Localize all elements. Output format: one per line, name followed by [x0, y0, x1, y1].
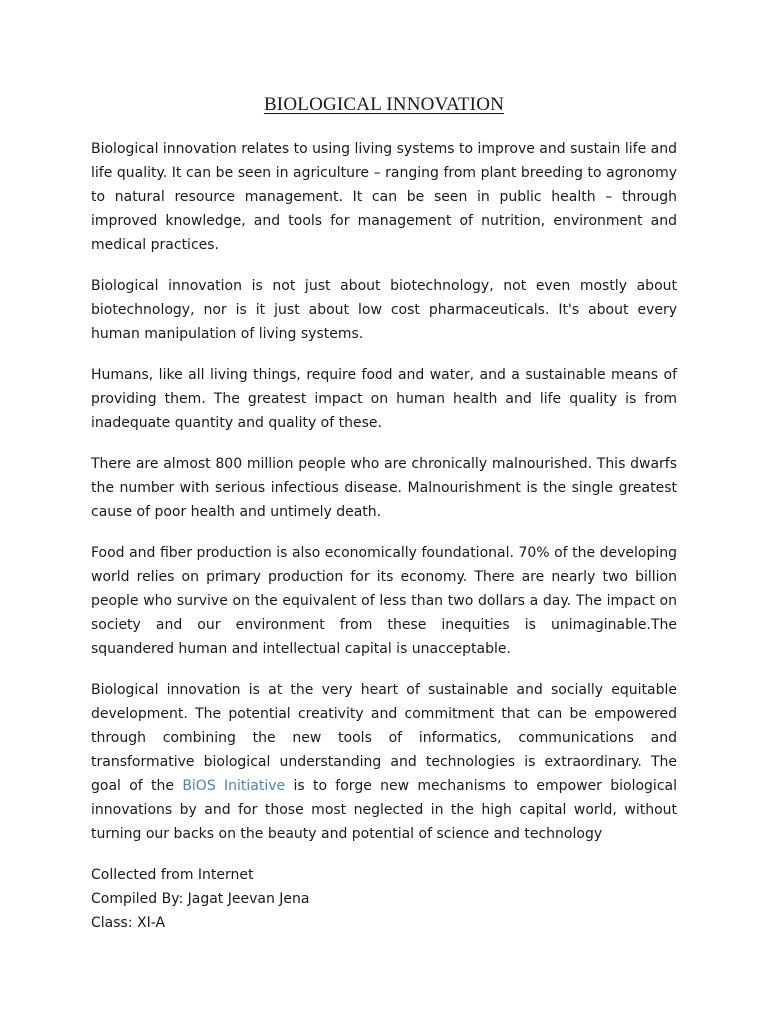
paragraph-bios-initiative [91, 678, 677, 846]
paragraph-economy: Food and fiber production is also economically foundational. 70% of the developing world relies on primary production for its economy. There are nearly two billion people who survive on the equivalent of less than two dollars a day. The impact on society and our environment from these inequities is unimaginable.The squandered human and intellectual capital is unacceptable. [91, 545, 677, 657]
paragraph-scope: Biological innovation is not just about biotechnology, not even mostly about biotechnology, nor is it just about low cost pharmaceuticals. It's about every human manipulation of living systems. [91, 278, 677, 342]
credits-block [91, 863, 677, 935]
paragraph-bios-text-after: is to forge new mechanisms to empower biological innovations by and for those most neglected in the high capital world, without turning our backs on the beauty and potential of science and technology [91, 778, 677, 842]
paragraph-malnourishment: There are almost 800 million people who are chronically malnourished. This dwarfs the number with serious infectious disease. Malnourishment is the single greatest cause of poor health and untimely death. [91, 456, 677, 520]
credit-class: Class: XI-A [91, 915, 166, 931]
credit-compiled-by: Compiled By: Jagat Jeevan Jena [91, 891, 310, 907]
paragraph-needs: Humans, like all living things, require food and water, and a sustainable means of providing them. The greatest impact on human health and life quality is from inadequate quantity and quality of these. [91, 367, 677, 431]
document-title [0, 94, 768, 116]
credit-source: Collected from Internet [91, 867, 254, 883]
document-body [91, 137, 677, 935]
paragraph-bios-text-before: Biological innovation is at the very heart of sustainable and socially equitable development. The potential creativity and commitment that can be empowered through combining the new tools of informatics, communications and transformative biological understanding and technologies is extraordinary. The goal of the [91, 682, 677, 794]
paragraph-definition: Biological innovation relates to using living systems to improve and sustain life and life quality. It can be seen in agriculture – ranging from plant breeding to agronomy to natural resource management. It can be seen in public health – through improved knowledge, and tools for management of nutrition, environment and medical practices. [91, 141, 677, 253]
title-text: BIOLOGICAL INNOVATION [263, 94, 505, 115]
bios-initiative-link[interactable]: BiOS Initiative [182, 778, 286, 794]
